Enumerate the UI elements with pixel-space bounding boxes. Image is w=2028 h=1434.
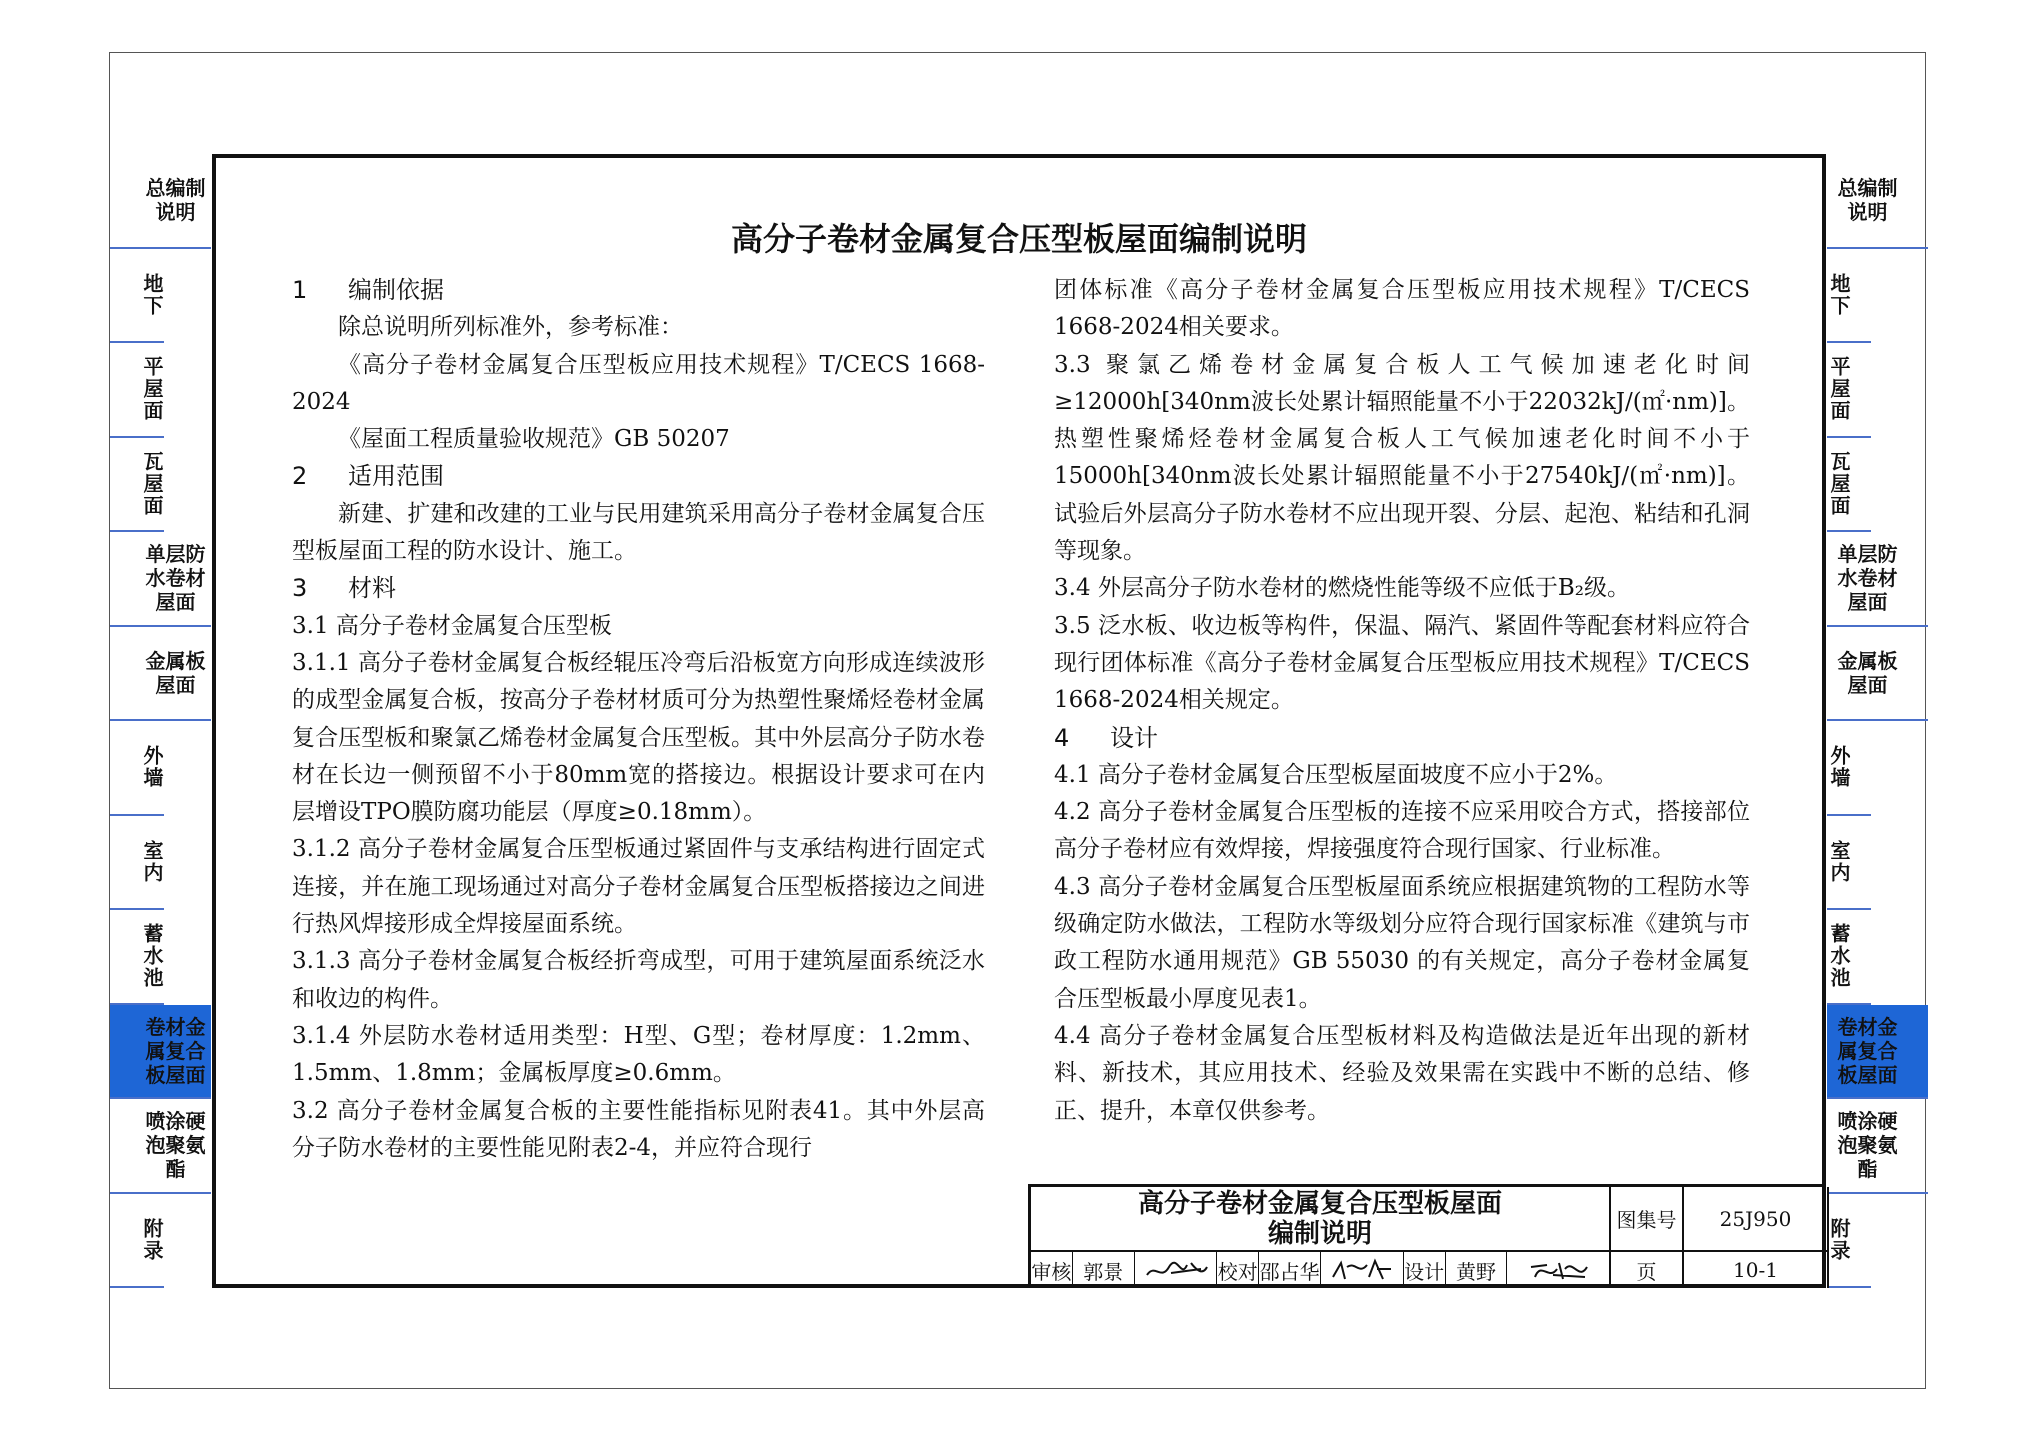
right-tab-3[interactable]: 瓦屋面 [1827,438,1871,533]
section-title: 适用范围 [348,462,444,491]
left-tab-7[interactable]: 室内 [110,816,164,911]
right-tab-0[interactable]: 总编制 说明 [1827,154,1928,249]
paragraph: 《高分子卷材金属复合压型板应用技术规程》T/CECS 1668-2024 [292,351,985,415]
left-text-column [292,272,985,1167]
right-tab-1[interactable]: 地下 [1827,249,1871,344]
left-tab-strip [110,154,211,1288]
section-heading [292,272,985,309]
right-tab-4[interactable]: 单层防 水卷材 屋面 [1827,532,1928,627]
section-heading [292,458,985,495]
page-label: 页 [1611,1252,1684,1288]
right-tab-9[interactable]: 卷材金 属复合 板屋面 [1827,1005,1928,1100]
section-heading [292,570,985,607]
paragraph: 除总说明所列标准外，参考标准： [338,314,683,341]
reviewer-signature [1135,1252,1218,1288]
paragraph: 3.1.3 高分子卷材金属复合板经折弯成型，可用于建筑屋面系统泛水和收边的构件。 [292,948,985,1012]
right-tab-10[interactable]: 喷涂硬 泡聚氨 酯 [1827,1099,1928,1194]
right-tab-7[interactable]: 室内 [1827,816,1871,911]
right-tab-11[interactable]: 附录 [1827,1194,1871,1289]
paragraph: 3.2 高分子卷材金属复合板的主要性能指标见附表41。其中外层高分子防水卷材的主要性能见附表2-4，并应符合现行 [292,1097,985,1161]
section-heading [1054,720,1750,757]
right-text-column [1054,272,1750,1130]
paragraph: 3.1.2 高分子卷材金属复合压型板通过紧固件与支承结构进行固定式连接，并在施工现场通过对高分子卷材金属复合压型板搭接边之间进行热风焊接形成全焊接屋面系统。 [292,836,985,938]
section-number: 4 [1054,723,1070,752]
right-tab-strip [1827,154,1928,1288]
left-tab-11[interactable]: 附录 [110,1194,164,1289]
designer-signature [1507,1252,1609,1288]
reviewer-name: 郭景 [1073,1252,1135,1288]
paragraph: 3.4 外层高分子防水卷材的燃烧性能等级不应低于B₂级。 [1054,575,1631,602]
left-tab-2[interactable]: 平屋面 [110,343,164,438]
left-tab-0[interactable]: 总编制 说明 [110,154,211,249]
section-number: 2 [292,462,308,491]
atlas-label: 图集号 [1611,1187,1684,1252]
left-tab-10[interactable]: 喷涂硬 泡聚氨 酯 [110,1099,211,1194]
section-number: 3 [292,574,308,603]
title-block-title-line1: 高分子卷材金属复合压型板屋面 [1137,1189,1502,1219]
left-tab-8[interactable]: 蓄水池 [110,910,164,1005]
right-tab-5[interactable]: 金属板 屋面 [1827,627,1928,722]
page-number: 10-1 [1684,1252,1829,1288]
paragraph: 4.4 高分子卷材金属复合压型板材料及构造做法是近年出现的新材料、新技术，其应用技术、经验及效果需在实践中不断的总结、修正、提升，本章仅供参考。 [1054,1022,1750,1124]
title-block [1028,1184,1826,1288]
left-tab-4[interactable]: 单层防 水卷材 屋面 [110,532,211,627]
design-label: 设计 [1404,1252,1446,1288]
paragraph: 4.2 高分子卷材金属复合压型板的连接不应采用咬合方式，搭接部位高分子卷材应有效焊接，焊接强度符合现行国家、行业标准。 [1054,799,1750,863]
paragraph: 3.5 泛水板、收边板等构件，保温、隔汽、紧固件等配套材料应符合现行团体标准《高分子卷材金属复合压型板应用技术规程》T/CECS 1668-2024相关规定。 [1054,612,1750,714]
left-tab-6[interactable]: 外墙 [110,721,164,816]
paragraph: 4.1 高分子卷材金属复合压型板屋面坡度不应小于2%。 [1054,761,1618,788]
checker-signature [1321,1252,1404,1288]
atlas-number: 25J950 [1684,1187,1829,1252]
right-tab-2[interactable]: 平屋面 [1827,343,1871,438]
review-label: 审核 [1031,1252,1073,1288]
left-tab-5[interactable]: 金属板 屋面 [110,627,211,722]
left-tab-9[interactable]: 卷材金 属复合 板屋面 [110,1005,211,1100]
designer-name: 黄野 [1446,1252,1508,1288]
paragraph: 3.1.4 外层防水卷材适用类型：H型、G型；卷材厚度：1.2mm、1.5mm、1.8mm；金属板厚度≥0.6mm。 [292,1022,985,1087]
left-tab-3[interactable]: 瓦屋面 [110,438,164,533]
page-title: 高分子卷材金属复合压型板屋面编制说明 [730,220,1307,258]
section-title: 设计 [1110,723,1158,752]
title-block-title [1031,1187,1611,1252]
checker-name: 邵占华 [1259,1252,1321,1288]
title-block-title-line2: 编制说明 [1267,1219,1372,1249]
paragraph: 新建、扩建和改建的工业与民用建筑采用高分子卷材金属复合压型板屋面工程的防水设计、施工。 [292,500,985,565]
paragraph: 3.3 聚氯乙烯卷材金属复合板人工气候加速老化时间≥12000h[340nm波长处累计辐照能量不小于22032kJ/(㎡·nm)]。热塑性聚烯烃卷材金属复合板人工气候加速老化时间不小于15000h[340nm波长处累计辐照能量不小于27540kJ/(㎡·nm)]。试验后外层高分子防水卷材不应出现开裂、分层、起泡、粘结和孔洞等现象。 [1054,351,1750,565]
section-title: 编制依据 [348,276,444,304]
right-tab-8[interactable]: 蓄水池 [1827,910,1871,1005]
paragraph: 团体标准《高分子卷材金属复合压型板应用技术规程》T/CECS 1668-2024相关要求。 [1054,277,1750,341]
paragraph: 3.1.1 高分子卷材金属复合板经辊压冷弯后沿板宽方向形成连续波形的成型金属复合板，按高分子卷材材质可分为热塑性聚烯烃卷材金属复合压型板和聚氯乙烯卷材金属复合压型板。其中外层高分子防水卷材在长边一侧预留不小于80mm宽的搭接边。根据设计要求可在内层增设TPO膜防腐功能层（厚度≥0.18mm）。 [292,649,985,826]
check-label: 校对 [1217,1252,1259,1288]
section-title: 材料 [348,574,396,603]
paragraph: 3.1 高分子卷材金属复合压型板 [292,612,612,639]
left-tab-1[interactable]: 地下 [110,249,164,344]
paragraph: 4.3 高分子卷材金属复合压型板屋面系统应根据建筑物的工程防水等级确定防水做法，工程防水等级划分应符合现行国家标准《建筑与市政工程防水通用规范》GB 55030 的有关规定，高分子卷材金属复合压型板最小厚度见表1。 [1054,873,1750,1012]
signature-row [1031,1252,1611,1288]
right-tab-6[interactable]: 外墙 [1827,721,1871,816]
paragraph: 《屋面工程质量验收规范》GB 50207 [338,426,730,453]
section-number: 1 [292,276,308,304]
